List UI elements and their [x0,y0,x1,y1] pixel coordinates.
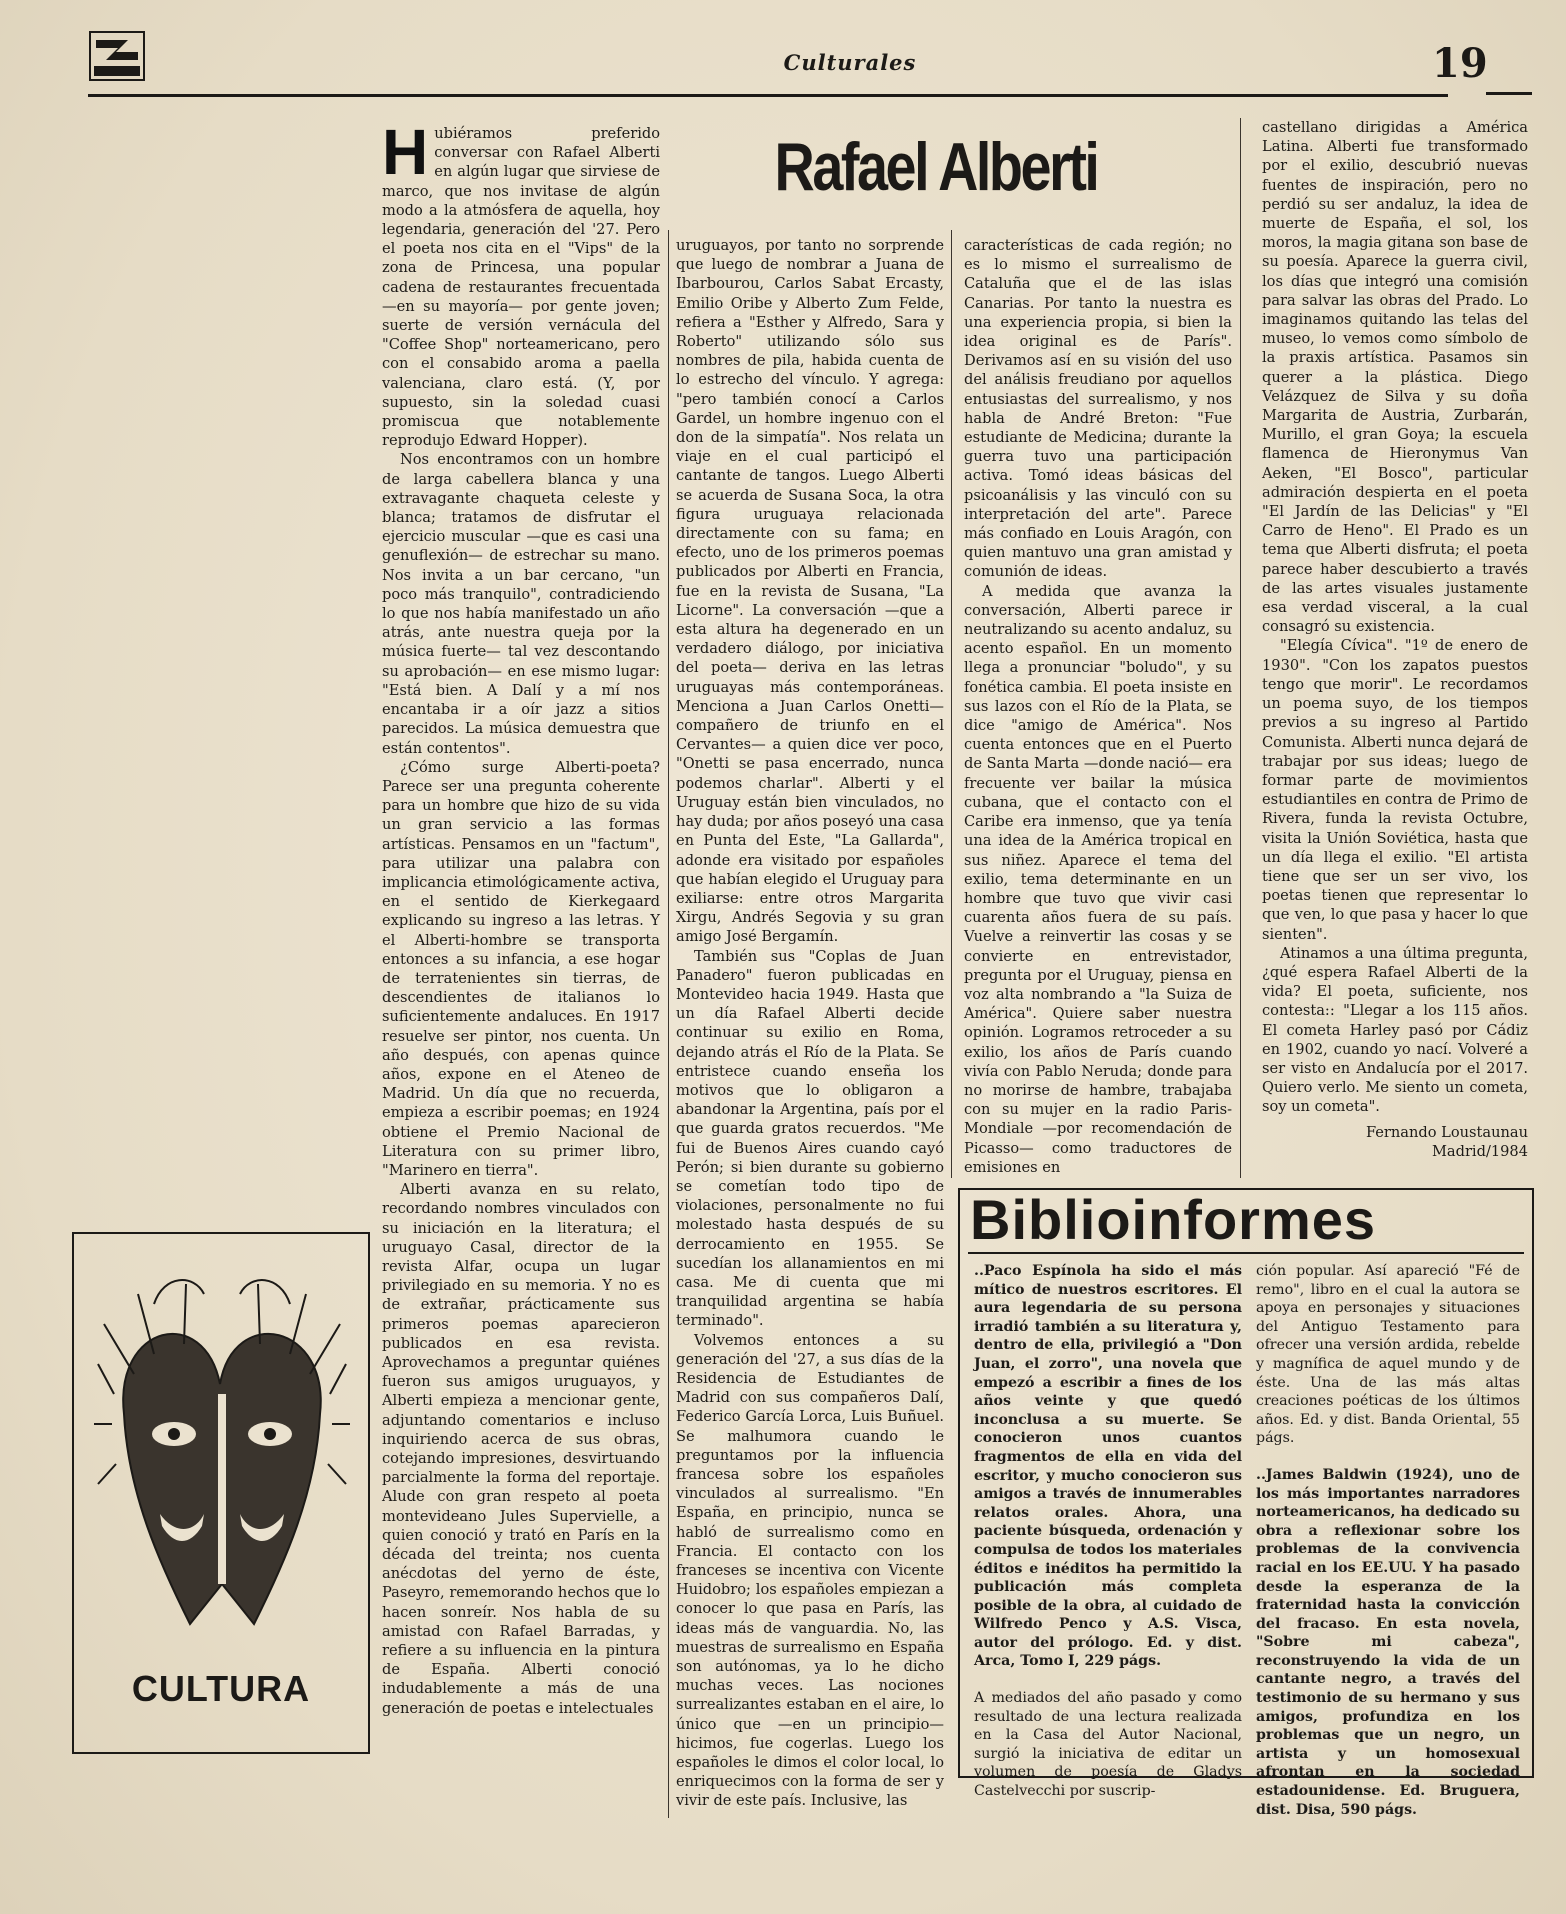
article-paragraph: "Elegía Cívica". "1º de enero de 1930". "Con los zapatos puestos tengo que morir". Le recordamos un poema suyo, de los tiempos previos a su ingreso al Partido Comunista. Alberti nunca dejará de trabajar por sus ideas; luego de formar parte de movimientos estudiantiles en contra de Primo de Rivera, funda la revista Octubre, visita la Unión Soviética, hasta que un día llega el exilio. "El artista tiene que ser un ser vivo, los poetas tienen que representar lo que ven, lo que pasa y hacer lo que sienten". [1262,637,1528,943]
masks-drawing [94,1264,350,1654]
article-column-4 [1262,118,1528,1178]
article-paragraph: uruguayos, por tanto no sorprende que luego de nombrar a Juana de Ibarbourou, Carlos Sabat Ercasty, Emilio Oribe y Alberto Zum Felde, refiera a "Esther y Alfredo, Sara y Roberto" utilizando sólo sus nombres de pila, habida cuenta de lo estrecho del vínculo. Y agrega: "pero también conocí a Carlos Gardel, un hombre ingenuo con el don de la simpatía". Nos relata un viaje en el cual participó el cantante de tangos. Luego Alberti se acuerda de Susana Soca, la otra figura uruguaya relacionada directamente con su fama; en efecto, uno de los primeros poemas publicados por Alberti en Francia, fue en la revista de Susana, "La Licorne". La conversación —que a esta altura ha degenerado en un verdadero diálogo, por iniciativa del poeta— deriva en las letras uruguayas más contemporáneas. Menciona a Juan Carlos Onetti— compañero de triunfo en el Cervantes— a quien dice ver poco, "Onetti se pasa encerrado, nunca podemos charlar". Alberti y el Uruguay están bien vinculados, no hay duda; por años poseyó una casa en Punta del Este, "La Gallarda", adonde era visitado por españoles que habían elegido el Uruguay para exiliarse: entre otros Margarita Xirgu, Andrés Segovia y su gran amigo José Bergamín. [676,237,944,946]
article-paragraph: Nos encontramos con un hombre de larga cabellera blanca y una extravagante chaqueta celeste y blanca; tratamos de disfrutar el ejercicio muscular —que es casi una genuflexión— de estrechar su mano. Nos invita a un bar cercano, "un poco más tranquilo", contradiciendo lo que nos había manifestado un año atrás, ante nuestra queja por la música fuerte— tal vez descontando su aprobación— en ese mismo lugar: "Está bien. A Dalí y a mí nos encantaba ir a oír jazz a sitios parecidos. La música demuestra que están contentos". [382,451,660,757]
article-paragraph: Volvemos entonces a su generación del '27, a sus días de la Residencia de Estudiantes de Madrid con sus compañeros Dalí, Federico García Lorca, Luis Buñuel. Se malhumora cuando le preguntamos por la influencia francesa sobre los españoles vinculados al surrealismo. "En España, en principio, nunca se habló de surrealismo como en Francia. El contacto con los franceses se incentiva con Vicente Huidobro; los españoles empiezan a conocer lo que pasa en París, las ideas más de vanguardia. No, las muestras de surrealismo en España son autónomas, ya lo he dicho muchas veces. Las nociones surrealizantes estaban en el aire, lo único que —en un principio— hicimos, fue cogerlas. Luego los españoles le dimos el color local, lo enriquecimos con la forma de ser y vivir de este país. Inclusive, las [676,1331,944,1810]
column-rule [1240,118,1241,1178]
biblioinformes-title: Biblioinformes [970,1188,1377,1251]
biblio-entry: ..Paco Espínola ha sido el más mítico de nuestros escritores. El aura legendaria de su persona irradió también a su literatura y, dentro de ella, privilegió a "Don Juan, el zorro", una novela que empezó a escribir a fines de los años veinte y que quedó inconclusa a su muerte. Se conocieron unos cuantos fragmentos de ella en vida del escritor, y mucho conocieron sus amigos a través de innumerables relatos orales. Ahora, una paciente búsqueda, ordenación y compulsa de todos los materiales éditos e inéditos ha permitido la publicación más completa posible de la obra, al cuidado de Wilfredo Penco y A.S. Visca, autor del prólogo. Ed. y dist. Arca, Tomo I, 229 págs. [974,1263,1242,1670]
column-rule [668,230,669,1818]
column-rule [951,230,952,1178]
section-title: Culturales [783,50,917,75]
page-number: 19 [1432,40,1488,87]
drop-cap: H [382,116,429,188]
illustration-label: CULTURA [131,1668,311,1709]
biblioinformes-box [958,1188,1534,1818]
biblioinformes-column-right [1256,1262,1520,1818]
biblioinformes-column-left [974,1262,1242,1800]
cultura-illustration [72,1232,370,1754]
article-paragraph: Atinamos a una última pregunta, ¿qué espera Rafael Alberti de la vida? El poeta, suficiente, nos contesta:: "Llegar a los 115 años. El cometa Harley pasó por Cádiz en 1902, cuando yo nací. Volveré a ser visto en Andalucía por el 2017. Quiero verlo. Me siento un cometa, soy un cometa". [1262,944,1528,1116]
article-paragraph: castellano dirigidas a América Latina. Alberti fue transformado por el exilio, descubrió nuevas fuentes de inspiración, pero no perdió su ser andaluz, la idea de muerte de España, el sol, los moros, la magia gitana son base de su poesía. Aparece la guerra civil, los días que integró una comisión para salvar las obras del Prado. Lo imaginamos quitando las telas del museo, lo vemos como símbolo de la praxis artística. Pasamos sin querer a la plástica. Diego Velázquez de Silva y su doña Margarita de Austria, Zurbarán, Murillo, el gran Goya; la escuela flamenca de Hieronymus Van Aeken, "El Bosco", particular admiración despierta en el poeta "El Jardín de las Delicias" y "El Carro de Heno". El Prado es un tema que Alberti disfruta; el poeta parece haber descubierto a través de las artes visuales justamente esa verdad visceral, a la cual consagró su existencia. [1262,119,1528,636]
article-column-1 [382,116,660,1816]
byline [1262,1123,1528,1161]
article-paragraph: Hubiéramos preferido conversar con Rafael Alberti en algún lugar que sirviese de marco, que nos invitase de algún modo a la atmósfera de aquella, hoy legendaria, generación del '27. Pero el poeta nos cita en el "Vips" de la zona de Princesa, una popular cadena de restaurantes frecuentada —en su mayoría— por gente joven; suerte de versión vernácula del "Coffee Shop" norteamericano, pero con el consabido aroma a paella valenciana, claro está. (Y, por supuesto, sin la soledad cuasi promiscua que notablemente reprodujo Edward Hopper). [382,116,660,450]
biblioinformes-rule [968,1252,1524,1254]
byline-author: Fernando Loustaunau [1365,1123,1528,1141]
article-paragraph: También sus "Coplas de Juan Panadero" fueron publicadas en Montevideo hacia 1949. Hasta que un día Rafael Alberti decide continuar su exilio en Roma, dejando atrás el Río de la Plata. Se entristece cuando enseña los motivos que lo obligaron a abandonar la Argentina, país por el que guarda gratos recuerdos. "Me fui de Buenos Aires cuando cayó Perón; si bien durante su gobierno se cometían todo tipo de violaciones, personalmente no fui molestado hasta después de su derrocamiento en 1955. Se sucedían los allanamientos en mi casa. Me di cuenta que mi tranquilidad argentina se había terminado". [676,947,944,1330]
byline-place: Madrid/1984 [1431,1142,1528,1160]
article-paragraph: ¿Cómo surge Alberti-poeta? Parece ser una pregunta coherente para un hombre que hizo de su vida un gran servicio a las formas artísticas. Pensamos en un "factum", para utilizar una palabra con implicancia etimológicamente activa, en el sentido de Kierkegaard explicando su ingreso a las letras. Y el Alberti-hombre se transporta entonces a su infancia, a ese hogar de terratenientes sin tierras, de descendientes de italianos lo suficientemente andaluces. En 1917 resuelve ser pintor, nos cuenta. Un año después, con apenas quince años, expone en el Ateneo de Madrid. Un día que no recuerda, empieza a escribir poemas; en 1924 obtiene el Premio Nacional de Literatura con su primer libro, "Marinero en tierra". [382,758,660,1179]
article-paragraph: Alberti avanza en su relato, recordando nombres vinculados con su iniciación en la literatura; el uruguayo Casal, director de la revista Alfar, ocupa un lugar privilegiado en su memoria. Y no es de extrañar, prácticamente sus primeros poemas aparecieron publicados en esa revista. Aprovechamos a preguntar quiénes fueron sus amigos uruguayos, y Alberti empieza a mencionar gente, adjuntando comentarios e incluso inquiriendo acerca de sus obras, cotejando impresiones, desvirtuando parcialmente la forma del reportaje. Alude con gran respeto al poeta montevideano Jules Supervielle, a quien conoció y trató en París en la década del treinta; nos cuenta anécdotas del yerno de éste, Paseyro, rememorando hechos que lo hacen sonreír. Nos habla de su amistad con Rafael Barradas, y refiere a su influencia en la pintura de España. Alberti conoció indudablemente a más de una generación de poetas e intelectuales [382,1181,660,1717]
biblio-entry: ..James Baldwin (1924), uno de los más importantes narradores norteamericanos, ha dedicado su obra a reflexionar sobre los problemas de la convivencia racial en los EE.UU. Y ha pasado desde la esperanza de la fraternidad hasta la convicción del fracaso. En esta novela, "Sobre mi cabeza", reconstruyendo la vida de un cantante negro, a través del testimonio de su hermano y sus amigos, profundiza en los problemas que un negro, un artista y un homosexual afrontan en la sociedad estadounidense. Ed. Bruguera, dist. Disa, 590 págs. [1256,1466,1520,1818]
biblio-entry: ción popular. Así apareció "Fé de remo", libro en el cual la autora se apoya en personajes y situaciones del Antiguo Testamento para ofrecer una versión ardida, rebelde y magnífica de aquel mundo y de éste. Una de las más altas creaciones poéticas de los últimos años. Ed. y dist. Banda Oriental, 55 págs. [1256,1263,1520,1447]
publication-logo [88,30,146,82]
article-column-3 [964,236,1232,1176]
article-paragraph: características de cada región; no es lo mismo el surrealismo de Cataluña que el de las islas Canarias. Por tanto la nuestra es una experiencia propia, si bien la idea original es de París". Derivamos así en su visión del uso del análisis freudiano por aquellos entusiastas del surrealismo, y nos habla de André Breton: "Fue estudiante de Medicina; durante la guerra tuvo una participación activa. Tomó ideas básicas del psicoanálisis y las vinculó con su interpretación del arte". Parece más confiado en Louis Aragón, con quien mantuvo una gran amistad y comunión de ideas. [964,237,1232,581]
article-paragraph: A medida que avanza la conversación, Alberti parece ir neutralizando su acento andaluz, su acento español. En un momento llega a pronunciar "boludo", y su fonética cambia. El poeta insiste en sus lazos con el Río de la Plata, se dice "amigo de América". Nos cuenta entonces que en el Puerto de Santa Marta —donde nació— era frecuente ver bailar la música cubana, que el contacto con el Caribe era inmenso, que ya tenía una idea de la América tropical en sus niñez. Aparece el tema del exilio, tema determinante en un hombre que tuvo que vivir casi cuarenta años fuera de su país. Vuelve a reinvertir las cosas y se convierte en entrevistador, pregunta por el Uruguay, piensa en voz alta nombrando a "la Suiza de América". Quiere saber nuestra opinión. Logramos retroceder a su exilio, los años de París cuando vivía con Pablo Neruda; donde para no morirse de hambre, trabajaba con su mujer en la radio Paris-Mondiale —por recomendación de Picasso— como traductores de emisiones en [964,582,1232,1176]
header-rule-right [1486,92,1532,95]
header-rule [88,94,1448,97]
article-headline: Rafael Alberti [774,129,1098,205]
article-column-2 [676,236,944,1816]
biblio-entry: A mediados del año pasado y como resultado de una lectura realizada en la Casa del Autor Nacional, surgió la iniciativa de editar un volumen de poesía de Gladys Castelvecchi por suscrip- [974,1690,1242,1800]
